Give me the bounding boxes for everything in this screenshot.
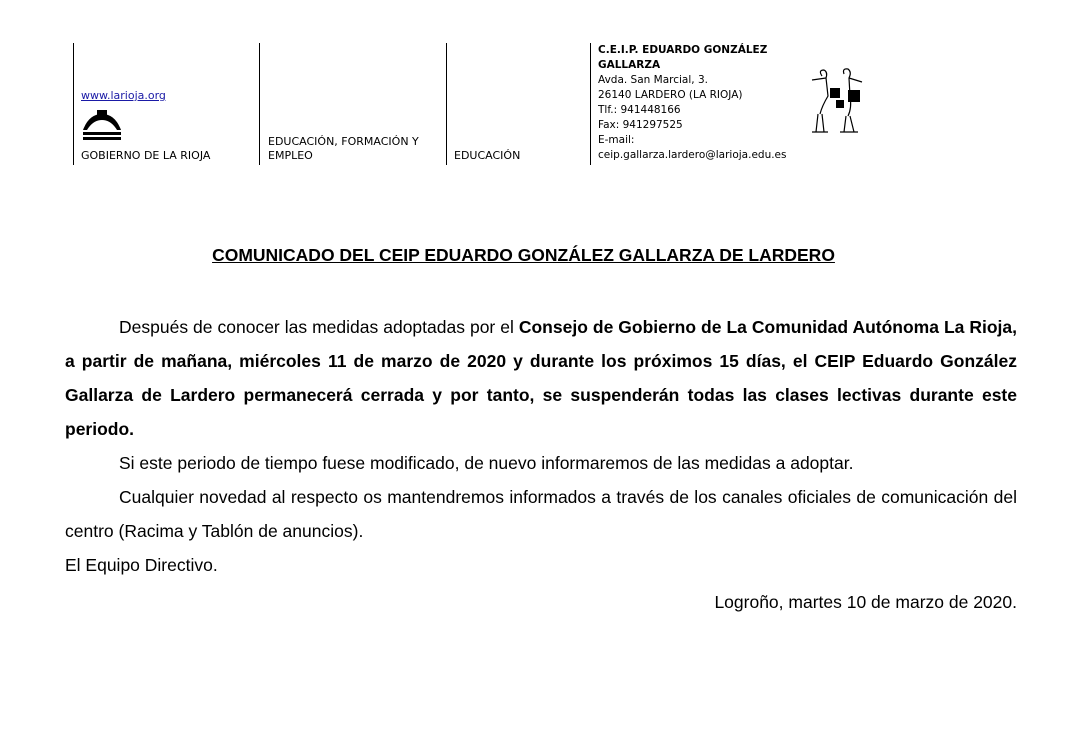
dept-education: EDUCACIÓN — [454, 149, 521, 162]
header-divider — [590, 43, 591, 165]
school-fax: Fax: 941297525 — [598, 119, 683, 131]
gov-name: GOBIERNO DE LA RIOJA — [81, 149, 211, 162]
date-line: Logroño, martes 10 de marzo de 2020. — [714, 592, 1017, 612]
school-info — [598, 43, 818, 163]
document-body — [65, 310, 1017, 582]
paragraph-news: Cualquier novedad al respecto os mantendremos informados a través de los canales oficiales de comunicación del centro (Racima y Tablón de anuncios). — [65, 487, 1017, 541]
school-email-label: E-mail: — [598, 134, 635, 146]
paragraph-modification: Si este periodo de tiempo fuese modificado, de nuevo informaremos de las medidas a adoptar. — [119, 453, 854, 473]
announcement-bold: Consejo de Gobierno de La Comunidad Autónoma La Rioja, a partir de mañana, miércoles 11 de marzo de 2020 y durante los próximos 15 días, el CEIP Eduardo González Gallarza de Lardero permanecerá cerrada y por tanto, se suspenderán todas las clases lectivas durante este periodo. — [65, 317, 1017, 439]
school-email: ceip.gallarza.lardero@larioja.edu.es — [598, 149, 787, 161]
dept-education-training-employment: EDUCACIÓN, FORMACIÓN Y EMPLEO — [268, 135, 419, 162]
header-divider — [446, 43, 447, 165]
paragraph-announcement — [65, 310, 1017, 446]
document-title: COMUNICADO DEL CEIP EDUARDO GONZÁLEZ GALLARZA DE LARDERO — [212, 245, 835, 265]
header-divider — [73, 43, 74, 165]
school-city: 26140 LARDERO (LA RIOJA) — [598, 89, 743, 101]
school-name: C.E.I.P. EDUARDO GONZÁLEZ GALLARZA — [598, 44, 768, 71]
signature: El Equipo Directivo. — [65, 555, 218, 575]
school-phone: Tlf.: 941448166 — [598, 104, 681, 116]
storks-logo — [808, 66, 866, 136]
school-address: Avda. San Marcial, 3. — [598, 74, 708, 86]
header-divider — [259, 43, 260, 165]
website-link[interactable]: www.larioja.org — [81, 89, 166, 102]
gobierno-la-rioja-logo — [81, 108, 123, 146]
announcement-intro: Después de conocer las medidas adoptadas por el — [119, 317, 519, 337]
